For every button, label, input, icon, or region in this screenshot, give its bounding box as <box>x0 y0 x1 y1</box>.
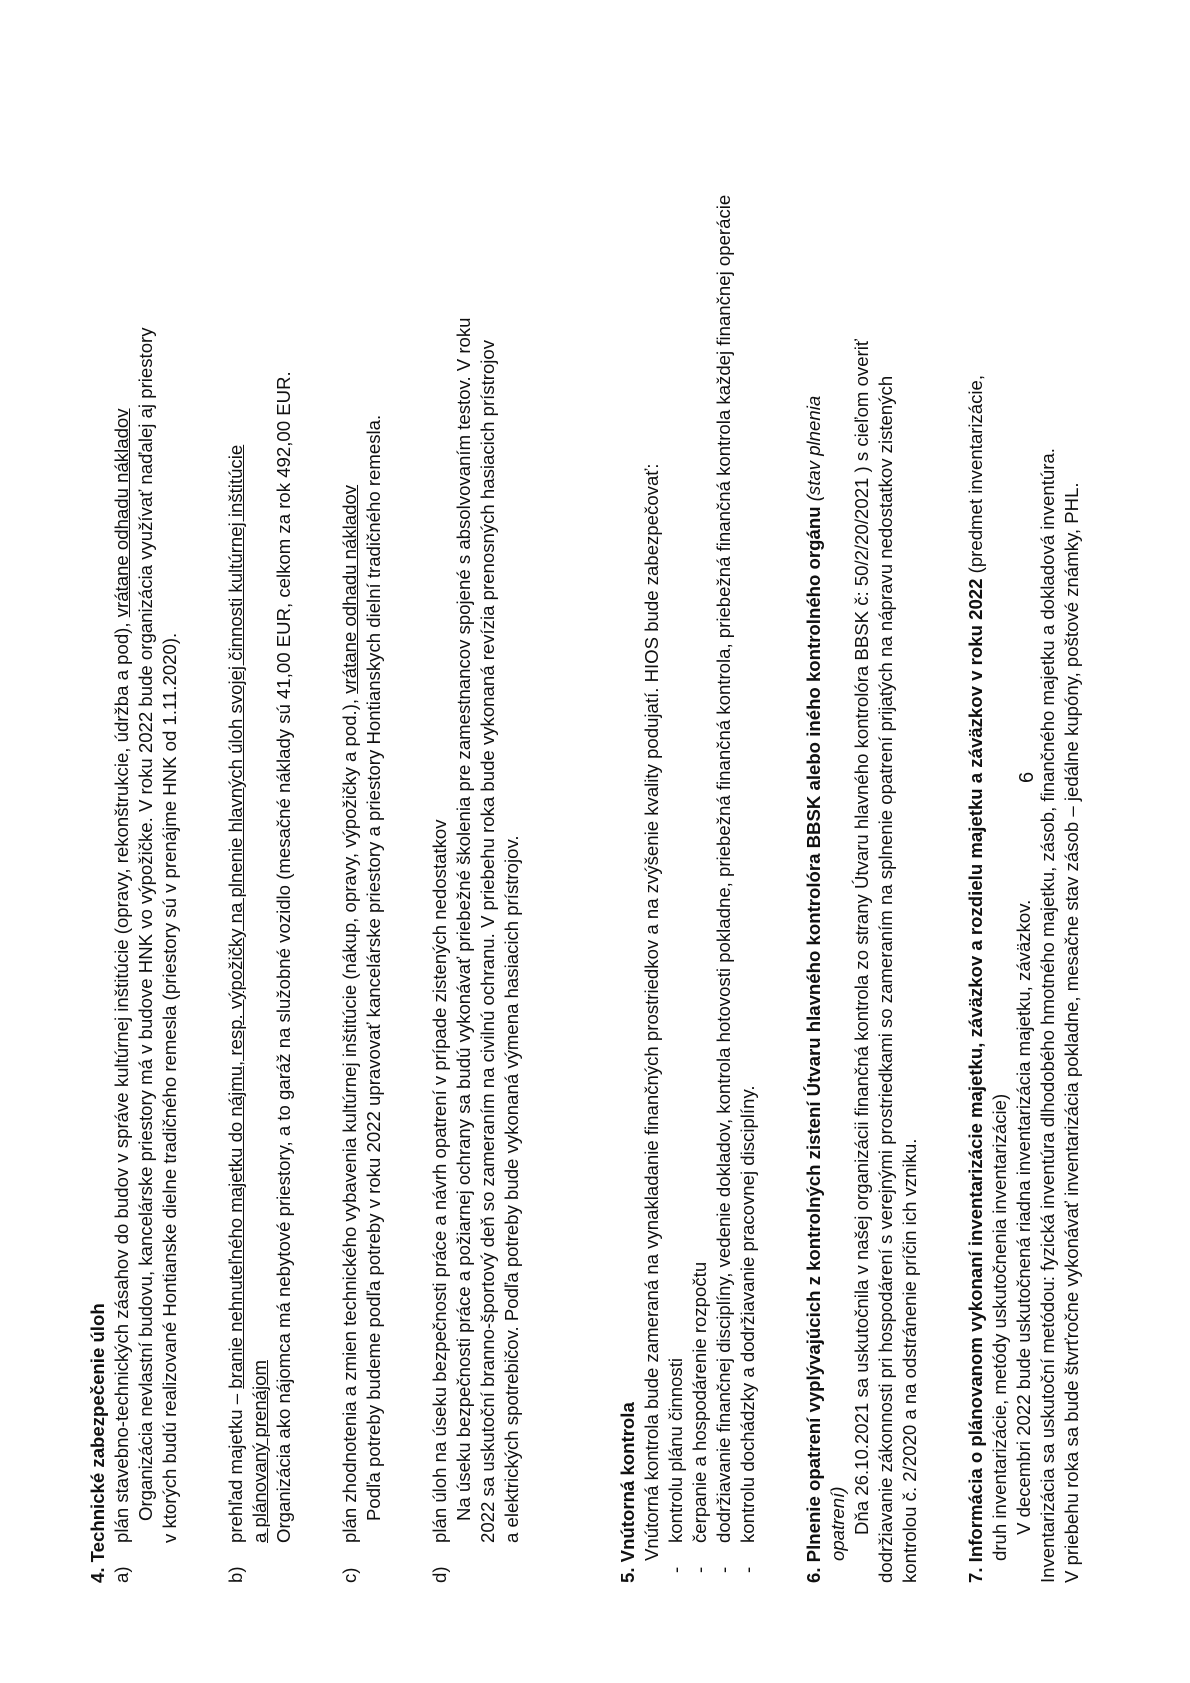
s6-line3: kontrolou č. 2/2020 a na odstránenie príčin ich vzniku. <box>899 1138 920 1583</box>
list-item-text: kontrolu dochádzky a dodržiavanie pracovnej disciplíny. <box>737 1085 758 1543</box>
list-item-text: dodržiavanie finančnej disciplíny, vedenie dokladov, kontrola hotovosti pokladne, priebežná finančná kontrola, priebežná finančná kontrola každej finančnej operácie <box>713 194 734 1543</box>
dash-bullet: - <box>689 1566 710 1573</box>
list-item <box>688 103 712 1583</box>
s4c-underlined: vrátane odhadu nákladov <box>339 484 360 694</box>
s6-line2: dodržiavanie zákonnosti pri hospodárení s verejnými prostriedkami so zameraním na splnenie opatrení prijatých na nápravu nedostatkov zistených <box>875 375 896 1583</box>
dash-bullet: - <box>665 1566 686 1573</box>
list-item <box>664 103 688 1583</box>
s4d-line2: Na úseku bezpečnosti práce a požiarnej ochrany sa budú vykonávať priebežné školenia pre zamestnancov spojené s absolvovaním testov. V roku <box>453 317 474 1521</box>
s7-title-rest: (predmet inventarizácie, <box>965 374 986 574</box>
s4a-underlined: vrátane odhadu nákladov <box>111 408 132 618</box>
s4b-line2: a plánovaný prenájom <box>249 1360 270 1543</box>
s4d-line1: plán úloh na úseku bezpečnosti práce a návrh opatrení v prípade zistených nedostatkov <box>429 819 450 1543</box>
section-4b <box>224 103 296 1583</box>
list-item <box>712 103 736 1583</box>
s4d-line4: a elektrických spotrebičov. Podľa potreby bude vykonaná výmena hasiacich prístrojov. <box>501 835 522 1543</box>
s4c-line1: plán zhodnotenia a zmien technického vybavenia kultúrnej inštitúcie (nákup, opravy, výpožičky a pod.), <box>339 698 360 1543</box>
s5-intro: Vnútorná kontrola bude zameraná na vynakladanie finančných prostriedkov a na zvýšenie kvality podujatí. HIOS bude zabezpečovať: <box>641 463 662 1561</box>
s7-line2: V decembri 2022 bude uskutočnená riadna inventarizácia majetku, záväzkov. <box>1013 899 1034 1535</box>
s6-title-italic: (stav plnenia <box>803 395 824 502</box>
s4a-line3: v ktorých budú realizované Hontianske dielne tradičného remesla (priestory sú v prenájme HNK od 1.11.2020). <box>159 632 180 1543</box>
section-5-title: 5. Vnútorná kontrola <box>617 1402 638 1583</box>
section-4c <box>338 103 386 1583</box>
list-item-text: kontrolu plánu činnosti <box>665 1357 686 1543</box>
s6-line1: Dňa 26.10.2021 sa uskutočnila v našej organizácii finančná kontrola zo strany Útvaru hlavného kontrolóra BBSK č: 50/2/20/2021 ) s cieľom overiť <box>851 339 872 1535</box>
s4a-line2: Organizácia nevlastní budovu, kancelárske priestory má v budove HNK vo výpožičke. V roku 2022 bude organizácia využívať naďalej aj priestory <box>135 327 156 1521</box>
section-4-title: 4. Technické zabezpečenie úloh <box>87 1303 108 1583</box>
s4a-line1: plán stavebno-technických zásahov do budov v správe kultúrnej inštitúcie (opravy, rekonštrukcie, údržba a pod), <box>111 622 132 1543</box>
section-6-title: 6. Plnenie opatrení vyplývajúcich z kontrolných zistení Útvaru hlavného kontrolóra BBSK alebo iného kontrolného orgánu <box>803 506 824 1583</box>
page-number: 6 <box>1016 771 1038 783</box>
s4c-line2: Podľa potreby budeme podľa potreby v roku 2022 upravovať kancelárske priestory a priestory Hontianskych dielní tradičného remesla. <box>363 414 384 1521</box>
dash-bullet: - <box>737 1566 758 1573</box>
s4d-line3: 2022 sa uskutoční branno-športový deň so zameraním na civilnú ochranu. V priebehu roka bude vykonaná revízia prenosných hasiacich prístrojov <box>477 339 498 1543</box>
s7-line3: Inventarizácia sa uskutoční metódou: fyzická inventúra dlhodobého hmotného majetku, zásob, finančného majetku a dokladová inventúra. <box>1037 448 1058 1583</box>
item-label: d) <box>429 1566 450 1583</box>
s6-title-italic-2: opatrení) <box>827 1486 848 1561</box>
s7-line4: V priebehu roka sa bude štvrťročne vykonávať inventarizácia pokladne, mesačne stav zásob – jedálne kupóny, poštové známky, PHL. <box>1061 482 1082 1583</box>
section-4d <box>428 103 524 1583</box>
s7-line1: druh inventarizácie, metódy uskutočnenia inventarizácie) <box>989 1093 1010 1561</box>
list-item-text: čerpanie a hospodárenie rozpočtu <box>689 1261 710 1543</box>
s4b-underlined: branie nehnuteľného majetku do nájmu, resp. výpožičky na plnenie hlavných úloh svojej činnosti kultúrnej inštitúcie <box>225 444 246 1389</box>
s4b-line1: prehľad majetku – <box>225 1393 246 1543</box>
list-item <box>736 103 760 1583</box>
dash-bullet: - <box>713 1566 734 1573</box>
item-label: a) <box>111 1566 132 1583</box>
item-label: b) <box>225 1566 246 1583</box>
item-label: c) <box>339 1567 360 1583</box>
s4b-line3: Organizácia ako nájomca má nebytové priestory, a to garáž na služobné vozidlo (mesačné náklady sú 41,00 EUR, celkom za rok 492,00 EUR. <box>273 371 294 1543</box>
section-7-title: 7. Informácia o plánovanom vykonaní inventarizácie majetku, záväzkov a rozdielu majetku a záväzkov v roku 2022 <box>965 578 986 1583</box>
document-page <box>86 103 1084 1583</box>
section-4a <box>110 103 182 1583</box>
